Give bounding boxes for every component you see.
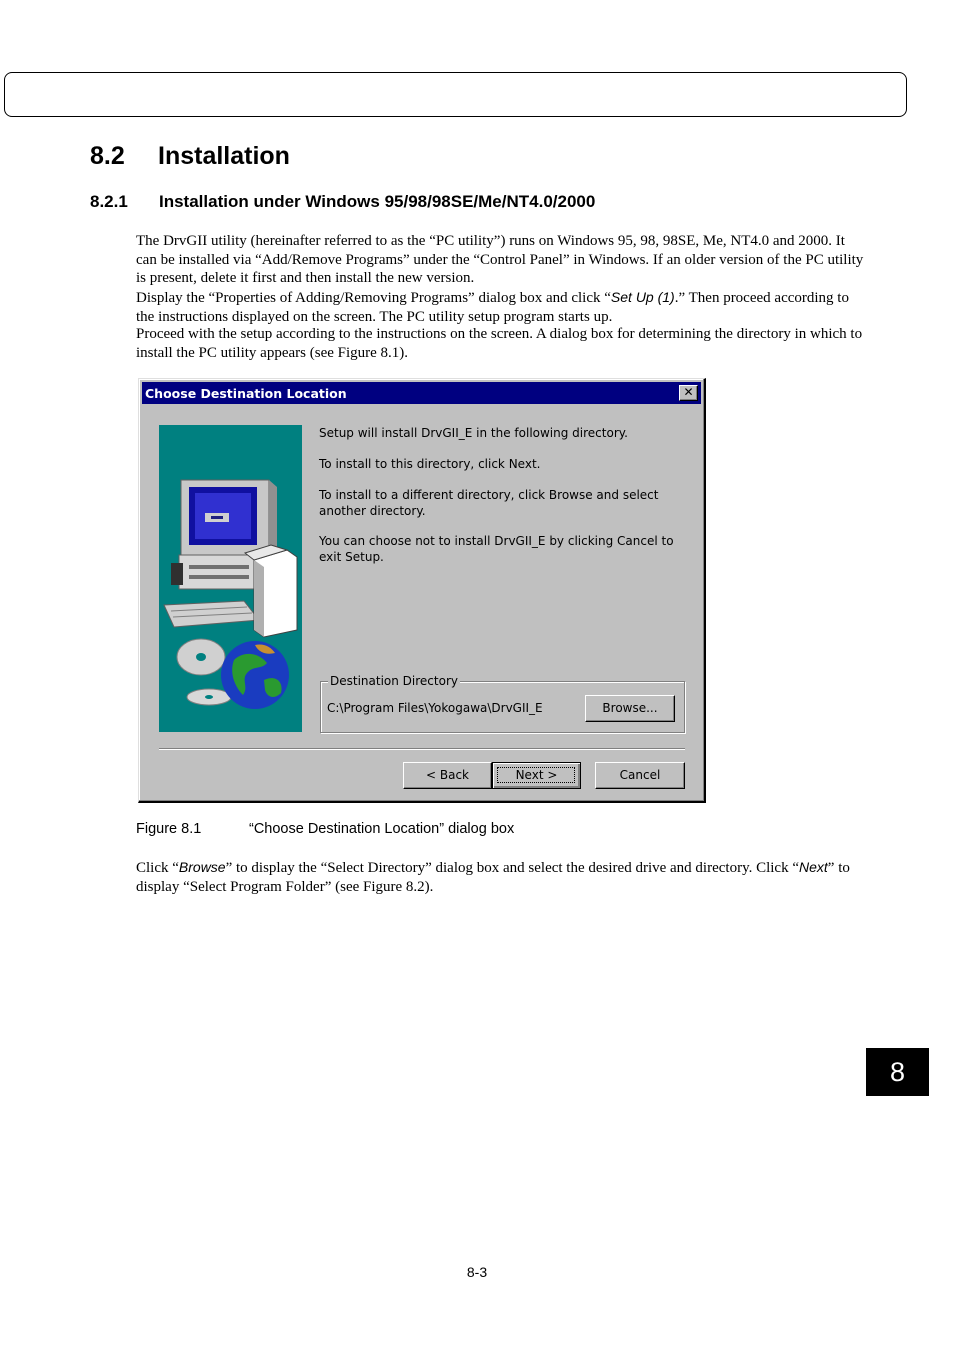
- subsection-number: 8.2.1: [90, 192, 128, 211]
- paragraph-browse: [136, 858, 866, 896]
- paragraph-text: .” Then proceed according to the instructions displayed on the screen. The PC utility setup program starts up.: [136, 290, 849, 325]
- cancel-button-label: Cancel: [619, 768, 661, 782]
- dialog-separator: [159, 748, 685, 750]
- dialog-titlebar: [142, 382, 701, 404]
- paragraph-text: Display the “Properties of Adding/Removing Programs” dialog box and click “: [136, 290, 611, 306]
- browse-emphasis: Browse: [178, 859, 226, 875]
- dialog-text-line3: To install to a different directory, click Browse and select another directory.: [319, 488, 659, 518]
- header-box: [4, 72, 907, 117]
- setup-emphasis: Set Up (1): [610, 289, 675, 305]
- paragraph-text: ” to display “Select Program Folder” (see Figure 8.2).: [136, 860, 850, 895]
- paragraph-text: Click “: [136, 860, 179, 876]
- browse-button-label: Browse...: [602, 701, 658, 715]
- paragraph-setup: [136, 288, 866, 326]
- subsection-title: Installation under Windows 95/98/98SE/Me/NT4.0/2000: [159, 192, 596, 211]
- next-button-label: Next >: [515, 768, 558, 782]
- close-icon: ✕: [683, 385, 694, 399]
- section-title: Installation: [158, 142, 290, 170]
- section-number: 8.2: [90, 142, 125, 170]
- page-number: 8-3: [466, 1264, 488, 1280]
- dialog-text-line4: You can choose not to install DrvGII_E by clicking Cancel to exit Setup.: [319, 534, 674, 564]
- setup-illustration: [159, 425, 302, 732]
- dialog-text-line2: To install to this directory, click Next.: [319, 457, 541, 471]
- next-button[interactable]: [492, 762, 581, 789]
- dialog-title: Choose Destination Location: [145, 386, 347, 401]
- figure-number: Figure 8.1: [136, 821, 202, 837]
- destination-group-label: Destination Directory: [330, 674, 458, 688]
- back-button-label: < Back: [425, 768, 469, 782]
- browse-button[interactable]: [585, 695, 675, 722]
- paragraph-intro: The DrvGII utility (hereinafter referred to as the “PC utility”) runs on Windows 95, 98, 98SE, Me, NT4.0 and 2000. It can be installed via “Add/Remove Programs” under the “Control Panel” in Windows. If an older version of the PC utility is present, delete it first and then install the new version.: [136, 233, 864, 287]
- chapter-tab: 8: [866, 1048, 929, 1096]
- next-emphasis: Next: [799, 859, 828, 875]
- paragraph-proceed: Proceed with the setup according to the instructions on the screen. A dialog box for determining the directory in which to install the PC utility appears (see Figure 8.1).: [136, 326, 863, 361]
- figure-caption: [136, 821, 514, 837]
- section-heading: [90, 142, 290, 171]
- dialog-text-line1: Setup will install DrvGII_E in the following directory.: [319, 426, 628, 440]
- figure-caption-text: “Choose Destination Location” dialog box: [249, 821, 515, 837]
- back-button[interactable]: [403, 762, 492, 789]
- computer-globe-icon: [159, 425, 302, 732]
- destination-path: C:\Program Files\Yokogawa\DrvGII_E: [327, 701, 543, 715]
- paragraph-text: ” to display the “Select Directory” dialog box and select the desired drive and directory. Click “: [225, 860, 799, 876]
- subsection-heading: [90, 192, 595, 212]
- choose-destination-dialog: [138, 378, 706, 803]
- close-button[interactable]: [679, 385, 698, 401]
- cancel-button[interactable]: [595, 762, 685, 789]
